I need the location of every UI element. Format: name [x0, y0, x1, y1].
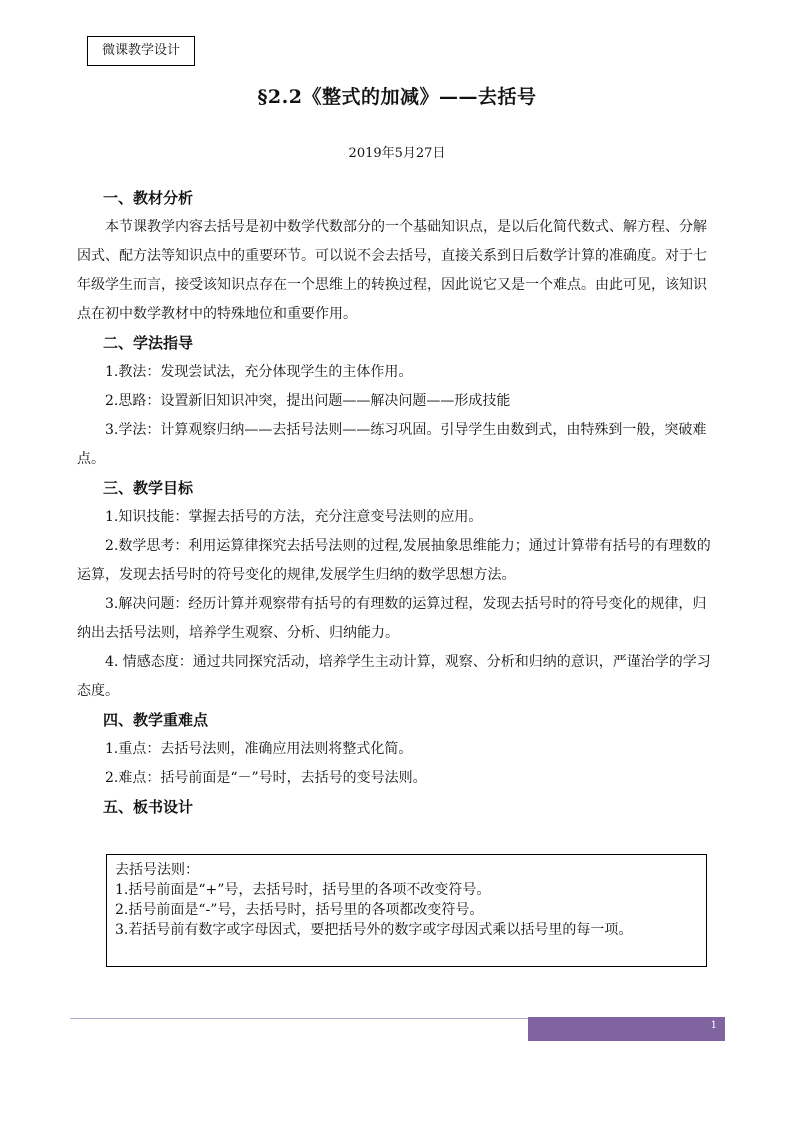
paragraph: 1.教法：发现尝试法，充分体现学生的主体作用。	[105, 364, 413, 380]
footer-bar	[528, 1017, 725, 1041]
paragraph: 1.重点：去括号法则，准确应用法则将整式化简。	[105, 741, 413, 757]
content	[77, 184, 717, 822]
paragraph: 4. 情感态度：通过共同探究活动，培养学生主动计算，观察、分析和归纳的意识，严谨治学的学习态度。	[77, 654, 711, 699]
date: 2019年5月27日	[348, 146, 446, 161]
paragraph: 3.学法：计算观察归纳——去括号法则——练习巩固。引导学生由数到式，由特殊到一般，突破难点。	[77, 422, 707, 467]
paragraph: 2.难点：括号前面是“－”号时，去括号的变号法则。	[105, 770, 427, 786]
section-heading: 五、板书设计	[103, 798, 194, 816]
paragraph: 1.知识技能：掌握去括号的方法，充分注意变号法则的应用。	[105, 509, 483, 525]
board-line: 1.括号前面是“+”号，去括号时，括号里的各项不改变符号。	[115, 882, 491, 898]
section-heading: 二、学法指导	[103, 334, 194, 352]
board-line: 去括号法则：	[115, 862, 199, 878]
paragraph: 本节课教学内容去括号是初中数学代数部分的一个基础知识点，是以后化简代数式、解方程、分解因式、配方法等知识点中的重要环节。可以说不会去括号，直接关系到日后数学计算的准确度。对于七年级学生而言，接受该知识点存在一个思维上的转换过程，因此说它又是一个难点。由此可见，该知识点在初中数学教材中的特殊地位和重要作用。	[77, 219, 707, 322]
paragraph: 2.数学思考：利用运算律探究去括号法则的过程,发展抽象思维能力；通过计算带有括号的有理数的运算，发现去括号时的符号变化的规律,发展学生归纳的数学思想方法。	[77, 538, 711, 583]
paragraph: 3.解决问题：经历计算并观察带有括号的有理数的运算过程，发现去括号时的符号变化的规律，归纳出去括号法则，培养学生观察、分析、归纳能力。	[77, 596, 707, 641]
section-heading: 一、教材分析	[103, 189, 194, 207]
board-line: 3.若括号前有数字或字母因式，要把括号外的数字或字母因式乘以括号里的每一项。	[115, 922, 633, 938]
footer-divider	[70, 1018, 528, 1019]
page-number: 1	[710, 1020, 717, 1031]
header-box: 微课教学设计	[87, 36, 195, 66]
board-design-box	[106, 854, 707, 967]
paragraph: 2.思路：设置新旧知识冲突，提出问题——解决问题——形成技能	[105, 393, 511, 409]
board-line: 2.括号前面是“-”号，去括号时，括号里的各项都改变符号。	[115, 902, 484, 918]
page-title: §2.2《整式的加减》——去括号	[257, 86, 537, 108]
section-heading: 四、教学重难点	[103, 711, 209, 729]
section-heading: 三、教学目标	[103, 479, 194, 497]
